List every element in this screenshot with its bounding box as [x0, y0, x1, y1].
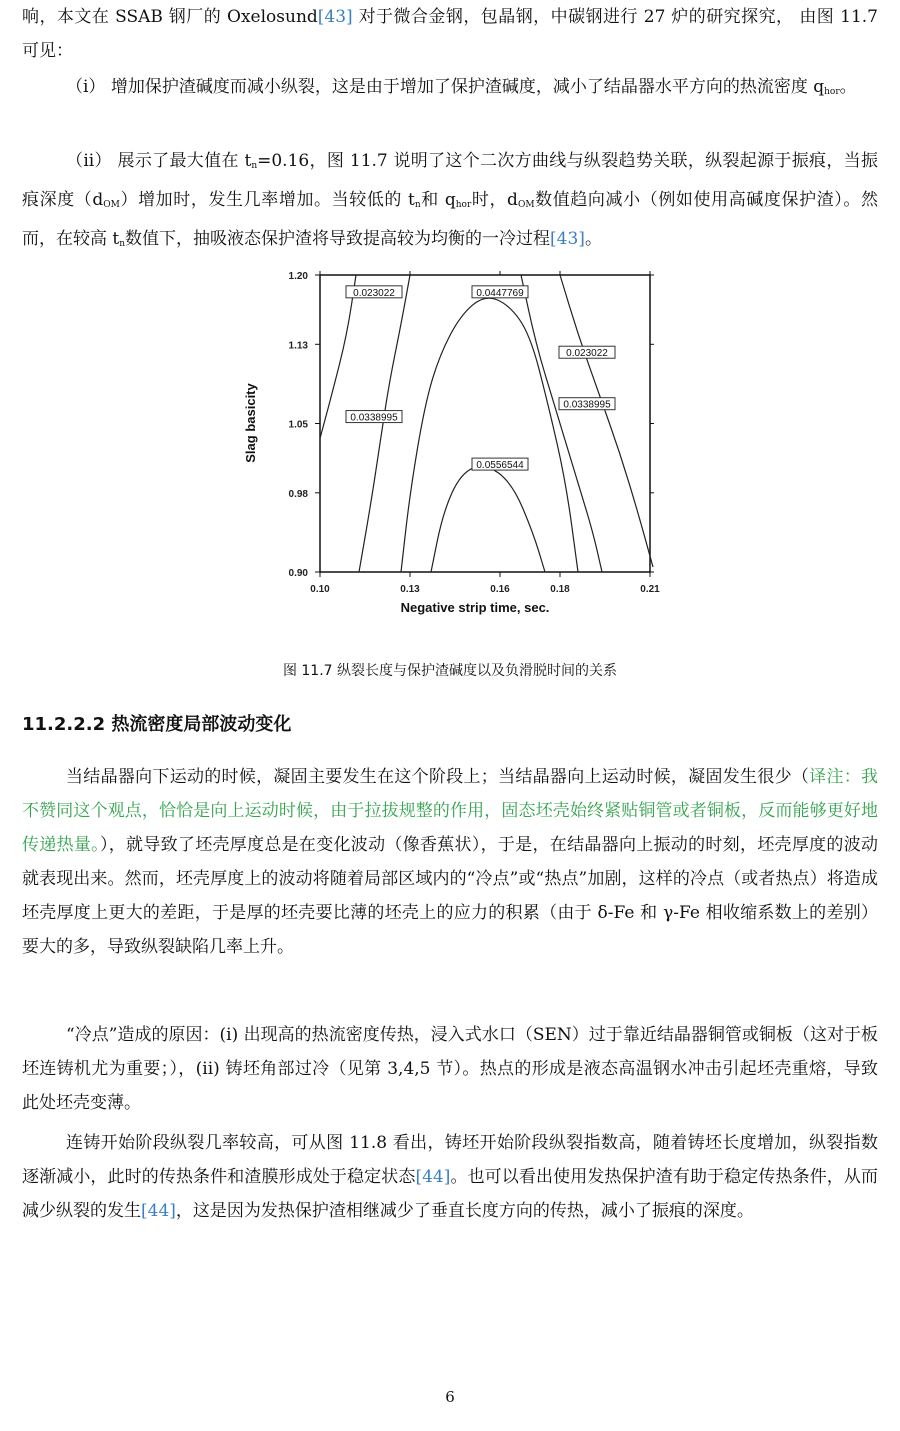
citation-link[interactable]: [43] [317, 7, 353, 27]
paragraph-text: 时，d [471, 190, 518, 210]
citation-link[interactable]: [44] [415, 1167, 451, 1187]
paragraph-text: 。 [839, 77, 857, 97]
paragraph-3 [22, 144, 878, 261]
paragraph-text: =0.16，图 11.7 说明了这个二次方曲线与纵裂趋势关联，纵裂起源于振痕，当振痕深度（d [22, 151, 878, 210]
subscript: hor [824, 87, 840, 97]
paragraph-text: 对于微合金钢，包晶钢，中碳钢进行 27 炉的研究探究， 由图 11.7 可见： [22, 7, 878, 61]
subscript: OM [103, 200, 120, 210]
paragraph-1 [22, 0, 878, 68]
contour-line-0.0338995 [521, 275, 602, 572]
y-tick-label: 1.05 [288, 419, 308, 431]
paragraph-text: 数值趋向减小（例如使用高碱度保护渣）。然而，在较高 t [22, 190, 878, 249]
paragraph-text: 连铸开始阶段纵裂几率较高，可从图 11.8 看出，铸坯开始阶段纵裂指数高，随着铸坯长度增加，纵裂指数逐渐减小，此时的传热条件和渣膜形成处于稳定状态 [22, 1133, 878, 1187]
paragraph-5 [22, 1018, 878, 1120]
paragraph-text: 。也可以看出使用发热保护渣有助于稳定传热条件，从而减少纵裂的发生 [22, 1167, 879, 1221]
contour-label: 0.0338995 [350, 412, 398, 424]
contour-line-0.023022 [560, 275, 653, 567]
paragraph-text: （i） 增加保护渣碱度而减小纵裂，这是由于增加了保护渣碱度，减小了结晶器水平方向的热流密度 q [66, 77, 825, 97]
paragraph-4 [22, 760, 878, 964]
x-tick-label: 0.10 [310, 584, 330, 595]
x-tick-label: 0.13 [400, 584, 420, 595]
paragraph-text: “冷点”造成的原因：(i) 出现高的热流密度传热，浸入式水口（SEN）过于靠近结晶器铜管或铜板（这对于板坯连铸机尤为重要；），(ii) 铸坯角部过冷（见第 3,4,5 节）。热点的形成是液态高温钢水冲击引起坯壳重熔，导致此处坯壳变薄。 [22, 1025, 878, 1113]
x-tick-label: 0.21 [640, 584, 660, 595]
contour-chart [230, 260, 670, 630]
paragraph-text: 当结晶器向下运动的时候，凝固主要发生在这个阶段上；当结晶器向上运动时候，凝固发生很少（ [66, 767, 810, 787]
page-number: 6 [445, 1388, 455, 1406]
contour-label: 0.0338995 [563, 399, 611, 411]
paragraph-text: 和 q [420, 190, 456, 210]
citation-link[interactable]: [43] [550, 229, 585, 249]
paragraph-text: ），就导致了坯壳厚度总是在变化波动（像香蕉状），于是，在结晶器向上振动的时刻，坯壳厚度的波动就表现出来。然而，坯壳厚度上的波动将随着局部区域内的“冷点”或“热点”加剧，这样的冷点（或者热点）将造成坯壳厚度上更大的差距，于是厚的坯壳要比薄的坯壳上的应力的积累（由于 δ-Fe 和 γ-Fe 相收缩系数上的差别）要大的多，导致纵裂缺陷几率上升。 [22, 835, 879, 957]
x-axis-label: Negative strip time, sec. [400, 600, 550, 615]
citation-link[interactable]: [44] [141, 1201, 176, 1221]
x-tick-label: 0.18 [550, 584, 570, 595]
section-heading: 11.2.2.2 热流密度局部波动变化 [22, 714, 292, 735]
subscript: n [251, 161, 258, 171]
subscript: n [414, 200, 421, 210]
figure-caption: 图 11.7 纵裂长度与保护渣碱度以及负滑脱时间的关系 [282, 663, 618, 679]
paragraph-2 [22, 70, 878, 109]
contour-label: 0.0447769 [476, 287, 524, 299]
paragraph-6 [22, 1126, 878, 1228]
contour-line-0.0556544 [431, 466, 545, 572]
contour-label: 0.023022 [353, 287, 395, 299]
y-tick-label: 0.98 [288, 488, 308, 500]
paragraph-text: 响，本文在 SSAB 钢厂的 Oxelosund [22, 7, 318, 27]
chart-axes [289, 271, 661, 595]
y-axis-label: Slag basicity [243, 383, 258, 463]
x-tick-label: 0.16 [490, 584, 510, 595]
contour-line-0.0447769 [401, 298, 578, 572]
paragraph-text: 数值下，抽吸液态保护渣将导致提高较为均衡的一冷过程 [125, 229, 551, 249]
subscript: hor [455, 200, 472, 210]
translator-note: 译注：我不赞同这个观点，恰恰是向上运动时候，由于拉拔规整的作用，固态坯壳始终紧贴铜管或者铜板，反而能够更好地传递热量。 [22, 767, 879, 855]
y-tick-label: 1.20 [288, 271, 308, 282]
contour-labels [346, 286, 615, 471]
contour-label: 0.0556544 [476, 460, 524, 472]
subscript: OM [517, 200, 535, 210]
paragraph-text: ）增加时，发生几率增加。当较低的 t [119, 190, 415, 210]
y-tick-label: 0.90 [288, 568, 308, 579]
paragraph-text: 。 [584, 229, 602, 249]
y-tick-label: 1.13 [288, 340, 308, 352]
subscript: n [119, 239, 126, 249]
paragraph-text: （ii） 展示了最大值在 t [66, 151, 252, 171]
paragraph-text: ，这是因为发热保护渣相继减少了垂直长度方向的传热，减小了振痕的深度。 [175, 1201, 754, 1221]
contour-label: 0.023022 [566, 348, 608, 360]
